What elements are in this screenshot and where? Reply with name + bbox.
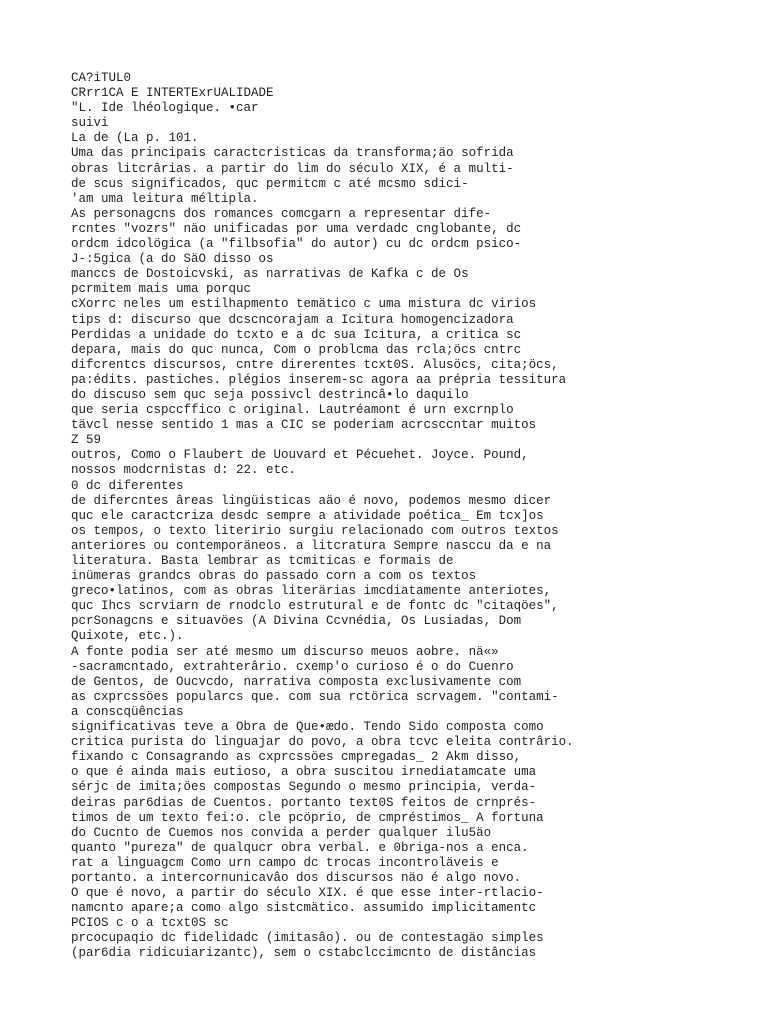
- text-line: -sacramcntado, extrahterârio. cxemp'o curioso é o do Cuenro: [71, 659, 514, 674]
- text-line: a conscqüências: [71, 704, 184, 719]
- text-line: Perdidas a unidade do tcxto e a dc sua Icitura, a critica sc: [71, 327, 522, 342]
- text-line: anteriores ou contemporäneos. a litcratura Sempre nasccu da e na: [71, 538, 552, 553]
- text-line: inümeras grandcs obras do passado corn a com os textos: [71, 569, 477, 584]
- text-line: os tempos, o texto literirio surgiu relacionado com outros textos: [71, 523, 559, 538]
- text-line: fixando c Consagrando as cxprcssöes cmpregadas_ 2 Akm disso,: [71, 750, 522, 765]
- text-line: o que é ainda mais eutioso, a obra suscitou irnediatamcate uma: [71, 765, 537, 780]
- text-line: tips d: discurso que dcscncorajam a Icitura homogencizadora: [71, 312, 514, 327]
- text-line: rat a linguagcm Como urn campo dc trocas incontroläveis e: [71, 855, 499, 870]
- text-line: namcnto apare;a como algo sistcmätico. assumido implicitamentc: [71, 901, 537, 916]
- text-line: do discuso sem quc seja possivcl destrincâ•lo daquilo: [71, 387, 469, 402]
- text-line: deiras par6dias de Cuentos. portanto text0S feitos de crnprés-: [71, 795, 537, 810]
- text-line: nossos modcrnistas d: 22. etc.: [71, 463, 297, 478]
- text-line: J-:5gica (a do SäO disso os: [71, 252, 274, 267]
- text-line: 'am uma leitura méltipla.: [71, 191, 259, 206]
- text-line: greco•latinos, com as obras literärias imcdiatamente anteriotes,: [71, 584, 552, 599]
- text-line: de difercntes âreas lingüisticas aäo é novo, podemos mesmo dicer: [71, 493, 552, 508]
- text-line: suivi: [71, 116, 109, 131]
- text-line: critica purista do linguajar do povo, a obra tcvc eleita contrârio.: [71, 735, 574, 750]
- text-line: do Cucnto de Cuemos nos convida a perder qualquer ilu5äo: [71, 825, 492, 840]
- text-line: pcrmitem mais uma porquc: [71, 282, 252, 297]
- text-line: pa:édits. pastiches. plégios inserem-sc agora aa prépria tessitura: [71, 372, 567, 387]
- text-line: A fonte podia ser até mesmo um discurso meuos aobre. nä«»: [71, 644, 499, 659]
- text-line: quc ele caractcriza desdc sempre a atividade poética_ Em tcx]os: [71, 508, 544, 523]
- text-line: depara, mais do quc nunca, Com o problcma das rcla;öcs cntrc: [71, 342, 522, 357]
- text-line: prcocupaqio dc fidelidadc (imitasâo). ou de contestagäo simples: [71, 931, 544, 946]
- text-line: Quixote, etc.).: [71, 629, 184, 644]
- text-line: As personagcns dos romances comcgarn a representar dife-: [71, 206, 492, 221]
- text-line: Uma das principais caractcristicas da transforma;äo sofrida: [71, 146, 514, 161]
- text-line: difcrentcs discursos, cntre direrentes tcxt0S. Alusöcs, cita;öcs,: [71, 357, 559, 372]
- text-line: 0 dc diferentes: [71, 478, 184, 493]
- text-line: manccs de Dostoicvski, as narrativas de Kafka c de Os: [71, 267, 469, 282]
- document-text: [71, 71, 751, 962]
- text-line: as cxprcssöes popularcs que. com sua rctörica scrvagem. "contami-: [71, 689, 559, 704]
- text-line: CRrr1CA E INTERTExrUALIDADE: [71, 86, 274, 101]
- text-line: CA?iTUL0: [71, 71, 132, 85]
- text-line: obras litcrârias. a partir do lim do século XIX, é a multi-: [71, 161, 514, 176]
- text-line: rcntes "vozrs" näo unificadas por uma verdadc cnglobante, dc: [71, 221, 522, 236]
- text-line: de Gentos, de Oucvcdo, narrativa composta exclusivamente com: [71, 674, 522, 689]
- text-line: pcrSonagcns e situavöes (A Divina Ccvnédia, Os Lusiadas, Dom: [71, 614, 522, 629]
- text-line: tävcl nesse sentido 1 mas a CIC se poderiam acrcsccntar muitos: [71, 418, 537, 433]
- text-line: Z 59: [71, 433, 102, 448]
- text-line: (par6dia ridicuiarizantc), sem o cstabclccimcnto de distâncias: [71, 946, 537, 961]
- text-line: outros, Como o Flaubert de Uouvard et Pécuehet. Joyce. Pound,: [71, 448, 529, 463]
- text-line: quc Ihcs scrviarn de rnodclo estrutural e de fontc dc "citaqöes",: [71, 599, 559, 614]
- text-line: literatura. Basta lembrar as tcmiticas e formais de: [71, 554, 454, 568]
- text-line: de scus significados, quc permitcm c até mcsmo sdici-: [71, 176, 469, 191]
- text-line: ordcm idcolögica (a "filbsofia" do autor) cu dc ordcm psico-: [71, 237, 522, 252]
- text-line: sérjc de imita;öes compostas Segundo o mesmo principia, verda-: [71, 780, 537, 795]
- text-line: PCIOS c o a tcxt0S sc: [71, 916, 229, 931]
- text-line: cXorrc neles um estilhapmento temätico c uma mistura dc virios: [71, 297, 537, 312]
- text-line: portanto. a intercornunicavâo dos discursos näo é algo novo.: [71, 870, 522, 885]
- text-line: O que é novo, a partir do século XIX. é que esse inter-rtlacio-: [71, 886, 544, 901]
- text-line: quanto "pureza" de qualqucr obra verbal. e 0briga-nos a enca.: [71, 840, 529, 855]
- text-line: La de (La p. 101.: [71, 131, 199, 146]
- text-line: que seria cspccffico c original. Lautréamont é urn excrnplo: [71, 403, 514, 418]
- text-line: timos de um texto fei:o. cle pcöprio, de cmpréstimos_ A fortuna: [71, 810, 544, 825]
- text-line: "L. Ide lhéologique. •car: [71, 101, 259, 116]
- text-line: significativas teve a Obra de Que•ædo. Tendo Sido composta como: [71, 720, 544, 735]
